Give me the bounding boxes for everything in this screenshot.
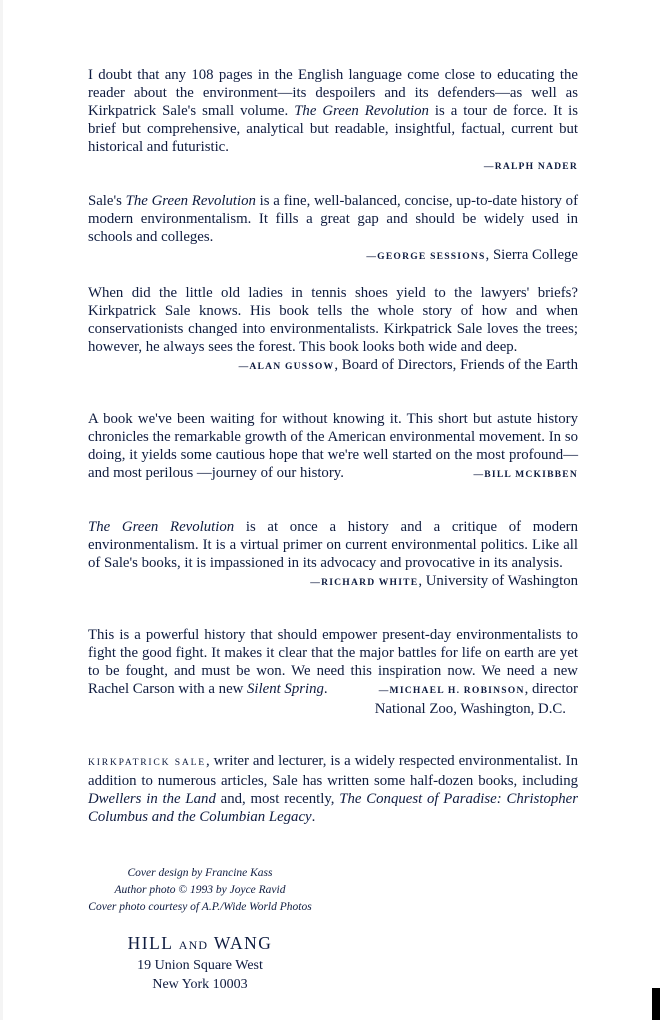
publisher-imprint	[100, 932, 300, 994]
publisher-name: HILL AND WANG	[127, 933, 273, 953]
blurb-text: When did the little old ladies in tennis shoes yield to the lawyers' briefs? Kirkpatrick Sale knows. His book tells the whole story of how and when conservationists changed into environmentalists. Kirkpatrick Sale loves the trees; however, he always sees the forest. This book looks both wide and deep.	[88, 285, 578, 355]
page-edge-mark	[652, 988, 660, 1020]
blurb-ralph-nader	[88, 66, 578, 176]
blurb-text: I doubt that any 108 pages in the English language come close to educating the reader about the environment—its despoilers and its defenders—as well as Kirkpatrick Sale's small volume. The Green Revolution is a tour de force. It is brief but comprehensive, analytical but readable, insightful, factual, current but historical and futuristic.	[88, 67, 579, 155]
blurb-attribution: —GEORGE SESSIONS, Sierra College	[366, 247, 578, 263]
page-edge	[0, 0, 3, 1020]
blurb-attribution: —RALPH NADER	[483, 161, 578, 172]
blurb-text: Sale's The Green Revolution is a fine, well-balanced, concise, up-to-date history of modern environmentalism. It fills a great gap and should be widely used in schools and colleges.	[88, 193, 579, 245]
blurb-attribution: —BILL MCKIBBEN	[473, 469, 578, 480]
bio-text: KIRKPATRICK SALE, writer and lecturer, is a widely respected environmentalist. In addition to numerous articles, Sale has written some half-dozen books, including Dwellers in the Land and, most recently, The Conquest of Paradise: Christopher Columbus and the Columbian Legacy.	[88, 753, 578, 825]
author-bio	[88, 752, 578, 826]
publisher-address-street: 19 Union Square West	[137, 958, 263, 973]
blurb-bill-mckibben	[88, 410, 578, 484]
blurb-attribution-line2: National Zoo, Washington, D.C.	[374, 701, 566, 717]
blurb-richard-white	[88, 518, 578, 592]
blurb-michael-robinson	[88, 626, 578, 718]
blurb-george-sessions	[88, 192, 578, 266]
cover-credits	[60, 865, 340, 916]
publisher-address-city: New York 10003	[152, 977, 248, 992]
blurb-attribution: —RICHARD WHITE, University of Washington	[310, 573, 578, 589]
blurb-attribution: —ALAN GUSSOW, Board of Directors, Friends of the Earth	[238, 357, 578, 373]
blurb-text: A book we've been waiting for without knowing it. This short but astute history chronicles the remarkable growth of the American environmental movement. In so doing, it yields some cautious hope that we're well started on the most profound—and most perilous —journey of our history.	[88, 411, 578, 481]
credit-author-photo: Author photo © 1993 by Joyce Ravid	[114, 884, 286, 896]
credit-cover-design: Cover design by Francine Kass	[127, 867, 273, 879]
blurb-alan-gussow	[88, 284, 578, 376]
credit-cover-photo: Cover photo courtesy of A.P./Wide World Photos	[88, 901, 312, 913]
blurb-text: This is a powerful history that should empower present-day environmentalists to fight the good fight. It makes it clear that the major battles for life on earth are yet to be fought, and must be won. We need this inspiration now. We need a new Rachel Carson with a new Silent Spring.	[88, 627, 578, 697]
blurb-text: The Green Revolution is at once a history and a critique of modern environmentalism. It is a virtual primer on current environmental politics. Like all of Sale's books, it is impassioned in its advocacy and provocative in its analysis.	[88, 519, 578, 571]
blurb-attribution: —MICHAEL H. ROBINSON, director	[378, 681, 578, 697]
